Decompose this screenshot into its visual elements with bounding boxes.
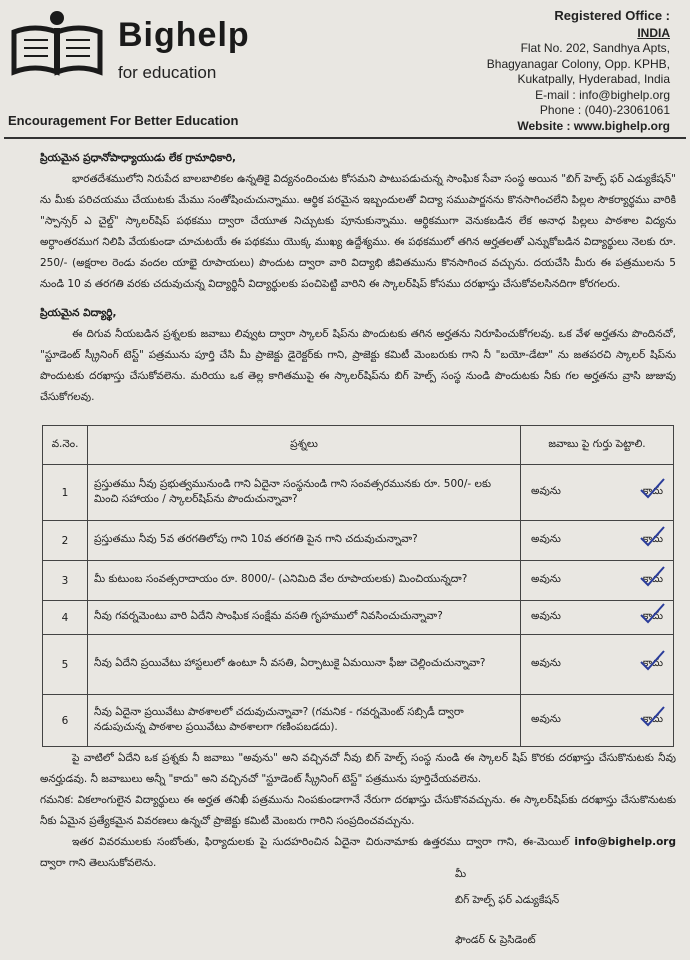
answer-yes[interactable]: అవును	[531, 485, 561, 497]
footer-paragraph-eligibility: పై వాటిలో ఏదేని ఒక ప్రశ్నకు నీ జవాబు "అవును" అని వచ్చినచో నీవు బిగ్ హెల్ప్ సంస్థ నుండి ఈ స్కాలర్ షిప్ కొరకు దరఖాస్తు చేసుకొనుటకు నీవు అనర్హుడవు. నీ జవాబులు అన్నీ "కాదు" అని వచ్చినచో "స్టూడెంట్ స్క్రీనింగ్ టెస్ట్" పత్రమును పూర్తిచేయవలెను.	[40, 752, 676, 785]
row-answer[interactable]	[521, 695, 674, 747]
footer-paragraph-note: గమనిక: వికలాంగులైన విద్యార్థులు ఈ అర్హత తనిఖీ పత్రమును నింపకుండాగానే నేరుగా దరఖాస్తు చేసుకొనవచ్చును. ఈ స్కాలర్‌షిప్‌కు దరఖాస్తు చేసుకొనుటకు నీకు ఏమైన ప్రత్యేకమైన వివరణలు ఉన్నచో ప్రాజెక్టు కమిటీ మెంబరు గారిని సంప్రదించవచ్చును.	[40, 794, 676, 827]
row-question: ప్రస్తుతము నీవు 5వ తరగతిలోపు గాని 10వ తరగతి పైన గాని చదువుచున్నావా?	[88, 521, 521, 561]
answer-yes[interactable]: అవును	[531, 610, 561, 622]
sign-off-organisation: బిగ్ హెల్ప్ ఫర్ ఎడ్యుకేషన్	[455, 894, 560, 906]
checkmark-icon	[639, 649, 665, 671]
row-answer[interactable]	[521, 601, 674, 635]
table-row	[43, 695, 674, 747]
table-row	[43, 635, 674, 695]
salutation-headmaster: ప్రియమైన ప్రధానోపాధ్యాయుడు లేక గ్రామాధికారి,	[40, 152, 237, 164]
header-divider	[4, 137, 686, 139]
answer-no[interactable]: కాదు	[642, 533, 663, 545]
brand-subtitle: for education	[118, 63, 217, 82]
tagline: Encouragement For Better Education	[8, 113, 239, 128]
checkmark-icon	[639, 565, 665, 587]
office-country: INDIA	[637, 25, 670, 40]
row-serial: 3	[43, 561, 88, 601]
registered-office	[487, 8, 670, 134]
row-serial: 2	[43, 521, 88, 561]
row-question: నీవు గవర్నమెంటు వారి ఏదేని సాంఘిక సంక్షేమ వసతి గృహములో నివసించుచున్నావా?	[88, 601, 521, 635]
office-line: Kukatpally, Hyderabad, India	[517, 72, 670, 86]
office-email: E-mail : info@bighelp.org	[535, 87, 670, 102]
brand-name: Bighelp	[118, 16, 250, 54]
row-answer[interactable]	[521, 521, 674, 561]
contact-text-end: ద్వారా గాని తెలుసుకోవలెను.	[40, 857, 157, 869]
row-answer[interactable]	[521, 465, 674, 521]
office-line: Flat No. 202, Sandhya Apts,	[520, 41, 670, 55]
table-row	[43, 561, 674, 601]
table-row	[43, 465, 674, 521]
eligibility-table	[42, 425, 674, 747]
row-question: నీవు ఏదేని ప్రయివేటు హాస్టలులో ఉంటూ నీ వసతి, ఏర్పాటుకై ఏమయినా ఫీజు చెల్లించుచున్నావా?	[88, 635, 521, 695]
row-answer[interactable]	[521, 635, 674, 695]
letter-footer	[40, 748, 676, 874]
student-paragraph: ఈ దిగువ నీయబడిన ప్రశ్నలకు జవాబు లివ్వుట ద్వారా స్కాలర్ షిప్‌ను పొందుటకు తగిన అర్హతను నిరూపించుకోగలవు. ఒక వేళ అర్హతను పొందినచో, "స్టూడెంట్ స్క్రీనింగ్ టెస్ట్" పత్రమును పూర్తి చేసి మీ ప్రాజెక్టు డైరెక్టర్‌కు గాని, ప్రాజెక్టు కమిటీ మెంబరుకు గాని నీ "బయో-డేటా" ను జతపరచి స్కాలర్ షిప్‌ను పొందుటకు దరఖాస్తు చేసుకోవలెను. మరియు ఒక తెల్ల కాగితముపై ఈ స్కాలర్‌షిప్‌ను బిగ్ హెల్ప్ సంస్థ నుండి పొందుటకు నీకు గల అర్హతను వ్రాసి జుజువు చేసుకోగలవు.	[40, 328, 676, 403]
answer-yes[interactable]: అవును	[531, 573, 561, 585]
sign-off-title: ఫౌండర్ & ప్రెసిడెంట్	[455, 934, 536, 946]
office-line: Bhagyanagar Colony, Opp. KPHB,	[486, 56, 670, 71]
table-header-row	[43, 426, 674, 465]
book-figure-icon	[10, 10, 105, 80]
answer-yes[interactable]: అవును	[531, 657, 561, 669]
answer-yes[interactable]: అవును	[531, 713, 561, 725]
answer-no[interactable]: కాదు	[642, 610, 663, 622]
header-questions: ప్రశ్నలు	[88, 426, 521, 465]
checkmark-icon	[639, 477, 665, 499]
row-serial: 6	[43, 695, 88, 747]
checkmark-icon	[639, 602, 665, 624]
salutation-student: ప్రియమైన విద్యార్థి,	[40, 307, 117, 319]
answer-yes[interactable]: అవును	[531, 533, 561, 545]
row-question: నీవు ఏదైనా ప్రయివేటు పాఠశాలలో చదువుచున్నావా? (గమనిక - గవర్నమెంట్ సబ్సిడీ ద్వారా నడుపుచున్న పాఠశాల ప్రయివేటు పాఠశాలగా గణింపబడదు).	[88, 695, 521, 747]
row-question: ప్రస్తుతము నీవు ప్రభుత్వమునుండి గాని ఏదైనా సంస్థనుండి గాని సంవత్సరమునకు రూ. 500/- లకు మించి సహాయం / స్కాలర్‌షిప్‌ను పొందుచున్నావా?	[88, 465, 521, 521]
row-serial: 5	[43, 635, 88, 695]
footer-paragraph-contact	[40, 832, 676, 874]
answer-no[interactable]: కాదు	[642, 713, 663, 725]
table-row	[43, 521, 674, 561]
answer-no[interactable]: కాదు	[642, 485, 663, 497]
sign-off-yours: మీ	[455, 868, 467, 880]
bighelp-logo	[10, 10, 105, 80]
row-serial: 4	[43, 601, 88, 635]
office-title: Registered Office :	[554, 8, 670, 23]
office-phone: Phone : (040)-23061061	[539, 103, 670, 117]
row-serial: 1	[43, 465, 88, 521]
header-serial: వ.నెం.	[43, 426, 88, 465]
header-answer: జవాబు పై గుర్తు పెట్టాలి.	[521, 426, 674, 465]
table-row	[43, 601, 674, 635]
row-question: మీ కుటుంబ సంవత్సరాదాయం రూ. 8000/- (ఎనిమిది వేల రూపాయలకు) మించియున్నదా?	[88, 561, 521, 601]
intro-paragraph: భారతదేశములోని నిరుపేద బాలబాలికల ఉన్నతికై విద్యనందించుట కోసమని పాటుపడుచున్న సాంఘిక సేవా సంస్థ అయిన "బిగ్ హెల్ప్ ఫర్ ఎడ్యుకేషన్" ను మీకు పరిచయము చేయుటకు మేము సంతోషించుచున్నాము. ఆర్థిక పరమైన ఇబ్బందులతో విద్యా సముపార్జనను కొనసాగించలేని పిల్లల సౌకర్యార్థము వారికి "స్పాన్సర్ ఎ చైల్డ్" స్కాలర్‌షిప్ పథకము ద్వారా చేయూత నిచ్చుటకు పూనుకున్నాము. ఆర్థికముగా వెనుకబడిన లేక అనాధ పిల్లలు పాఠశాల విద్యను అర్ధాంతరముగ నిలిపి వేయకుండా చూచుటయే ఈ పథకము యొక్క ముఖ్య ఉద్దేశ్యము. ఈ పథకములో తగిన అర్హతలతో ఎన్నుకోబడిన విద్యార్థులు నెలకు రూ. 250/- (అక్షరాల రెండు వందల యాభై రూపాయలు) పొందుట ద్వారా వారి విద్యాభి జీవితమును కొనసాగించ వచ్చును. దయచేసి మీరు ఈ పత్రములను 5 నుండి 10 వ తరగతి వరకు చదువుచున్న విద్యార్థినీ విద్యార్థులకు పంచిపెట్టి వారిని ఈ స్కాలర్‌షిప్ కోసము దరఖాస్తు చేసుకోవలసినదిగా కోరగలరు.	[40, 173, 676, 290]
letter-body	[40, 148, 676, 408]
letterhead	[0, 0, 690, 140]
checkmark-icon	[639, 705, 665, 727]
answer-no[interactable]: కాదు	[642, 573, 663, 585]
contact-email[interactable]: info@bighelp.org	[574, 836, 676, 848]
contact-text: ఇతర వివరములకు సంబోంతు, ఫిర్యాదులకు పై సుదహరించిన ఏదైనా చిరునామాకు ఉత్తరము ద్వారా గాని, ఈ-మెయిల్	[72, 836, 569, 848]
office-website: Website : www.bighelp.org	[517, 118, 670, 133]
answer-no[interactable]: కాదు	[642, 657, 663, 669]
checkmark-icon	[639, 525, 665, 547]
row-answer[interactable]	[521, 561, 674, 601]
